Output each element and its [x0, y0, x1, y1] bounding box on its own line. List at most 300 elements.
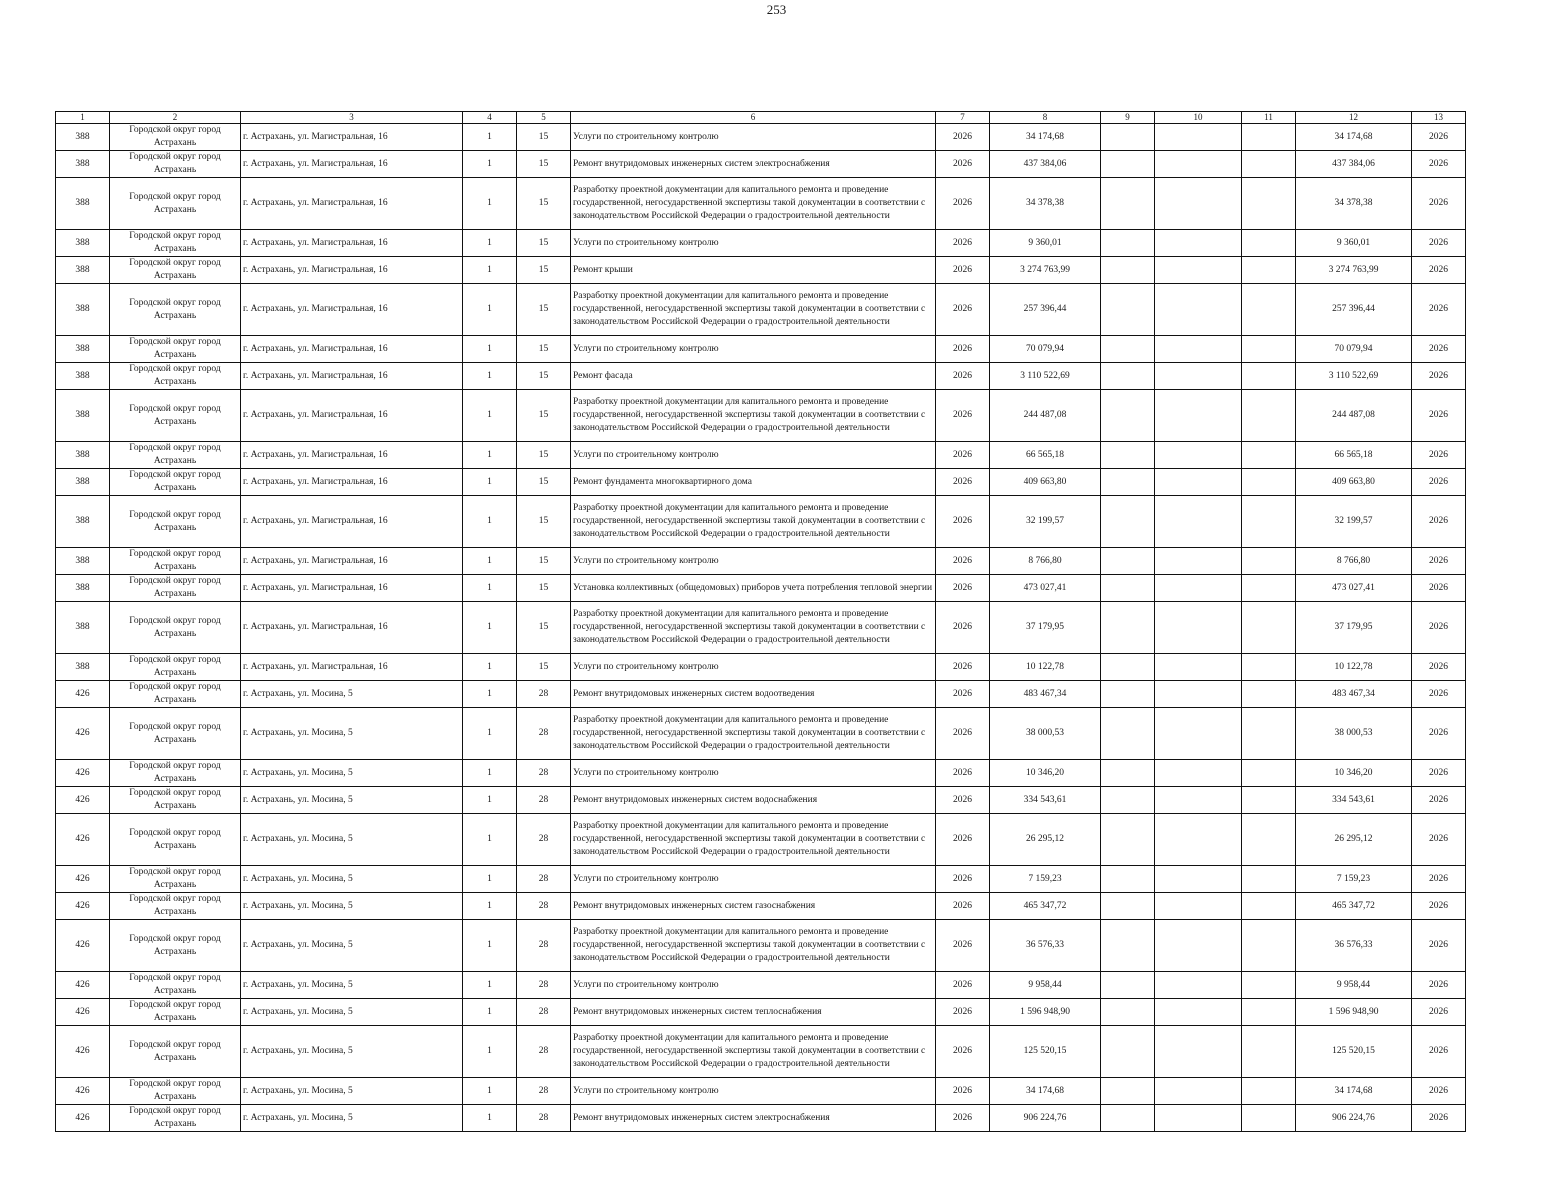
- column-11-cell: [1242, 124, 1296, 151]
- column-9-cell: [1101, 681, 1155, 708]
- municipality-cell: Городской округ город Астрахань: [110, 151, 241, 178]
- column-9-cell: [1101, 442, 1155, 469]
- column-10-cell: [1155, 814, 1242, 866]
- column-9-cell: [1101, 999, 1155, 1026]
- municipality-cell: Городской округ город Астрахань: [110, 575, 241, 602]
- column-11-cell: [1242, 920, 1296, 972]
- column-header: 7: [936, 112, 990, 124]
- column-9-cell: [1101, 336, 1155, 363]
- column-12-cost-cell: 3 110 522,69: [1296, 363, 1412, 390]
- column-12-cost-cell: 483 467,34: [1296, 681, 1412, 708]
- end-year-cell: 2026: [1412, 654, 1466, 681]
- row-number-cell: 426: [56, 708, 110, 760]
- column-5-cell: 28: [517, 999, 571, 1026]
- row-number-cell: 426: [56, 920, 110, 972]
- table-row: [56, 1078, 1466, 1105]
- column-9-cell: [1101, 151, 1155, 178]
- column-11-cell: [1242, 257, 1296, 284]
- column-12-cost-cell: 38 000,53: [1296, 708, 1412, 760]
- column-header: 5: [517, 112, 571, 124]
- municipality-cell: Городской округ город Астрахань: [110, 1078, 241, 1105]
- column-5-cell: 15: [517, 496, 571, 548]
- column-9-cell: [1101, 496, 1155, 548]
- column-5-cell: 15: [517, 548, 571, 575]
- column-11-cell: [1242, 496, 1296, 548]
- total-cost-cell: 34 174,68: [990, 1078, 1101, 1105]
- row-number-cell: 388: [56, 469, 110, 496]
- total-cost-cell: 1 596 948,90: [990, 999, 1101, 1026]
- column-11-cell: [1242, 178, 1296, 230]
- year-cell: 2026: [936, 760, 990, 787]
- address-cell: г. Астрахань, ул. Мосина, 5: [241, 893, 463, 920]
- table-row: [56, 548, 1466, 575]
- column-5-cell: 28: [517, 681, 571, 708]
- column-5-cell: 15: [517, 284, 571, 336]
- year-cell: 2026: [936, 708, 990, 760]
- municipality-cell: Городской округ город Астрахань: [110, 469, 241, 496]
- column-4-cell: 1: [463, 999, 517, 1026]
- table-row: [56, 787, 1466, 814]
- row-number-cell: 426: [56, 1078, 110, 1105]
- column-4-cell: 1: [463, 284, 517, 336]
- column-9-cell: [1101, 1078, 1155, 1105]
- table-row: [56, 124, 1466, 151]
- end-year-cell: 2026: [1412, 920, 1466, 972]
- column-9-cell: [1101, 760, 1155, 787]
- table-row: [56, 1105, 1466, 1132]
- column-9-cell: [1101, 363, 1155, 390]
- year-cell: 2026: [936, 284, 990, 336]
- row-number-cell: 426: [56, 866, 110, 893]
- column-12-cost-cell: 437 384,06: [1296, 151, 1412, 178]
- column-header: 11: [1242, 112, 1296, 124]
- column-10-cell: [1155, 1026, 1242, 1078]
- column-header: 1: [56, 112, 110, 124]
- end-year-cell: 2026: [1412, 284, 1466, 336]
- column-12-cost-cell: 1 596 948,90: [1296, 999, 1412, 1026]
- municipality-cell: Городской округ город Астрахань: [110, 548, 241, 575]
- address-cell: г. Астрахань, ул. Мосина, 5: [241, 972, 463, 999]
- column-5-cell: 28: [517, 1105, 571, 1132]
- municipality-cell: Городской округ город Астрахань: [110, 363, 241, 390]
- column-header: 10: [1155, 112, 1242, 124]
- end-year-cell: 2026: [1412, 1026, 1466, 1078]
- address-cell: г. Астрахань, ул. Магистральная, 16: [241, 390, 463, 442]
- row-number-cell: 388: [56, 124, 110, 151]
- work-type-cell: Разработку проектной документации для капитального ремонта и проведение государственной, негосударственной экспертизы такой документации в соответствии с законодательством Российской Федерации о градостроительной деятельности: [571, 284, 936, 336]
- address-cell: г. Астрахань, ул. Мосина, 5: [241, 681, 463, 708]
- column-5-cell: 15: [517, 124, 571, 151]
- address-cell: г. Астрахань, ул. Магистральная, 16: [241, 257, 463, 284]
- column-11-cell: [1242, 442, 1296, 469]
- column-12-cost-cell: 10 346,20: [1296, 760, 1412, 787]
- address-cell: г. Астрахань, ул. Магистральная, 16: [241, 124, 463, 151]
- column-5-cell: 15: [517, 469, 571, 496]
- column-12-cost-cell: 465 347,72: [1296, 893, 1412, 920]
- column-9-cell: [1101, 230, 1155, 257]
- column-5-cell: 28: [517, 708, 571, 760]
- end-year-cell: 2026: [1412, 681, 1466, 708]
- year-cell: 2026: [936, 1105, 990, 1132]
- column-11-cell: [1242, 469, 1296, 496]
- column-10-cell: [1155, 654, 1242, 681]
- work-type-cell: Разработку проектной документации для капитального ремонта и проведение государственной, негосударственной экспертизы такой документации в соответствии с законодательством Российской Федерации о градостроительной деятельности: [571, 814, 936, 866]
- table-row: [56, 866, 1466, 893]
- address-cell: г. Астрахань, ул. Магистральная, 16: [241, 284, 463, 336]
- total-cost-cell: 38 000,53: [990, 708, 1101, 760]
- column-12-cost-cell: 3 274 763,99: [1296, 257, 1412, 284]
- address-cell: г. Астрахань, ул. Магистральная, 16: [241, 363, 463, 390]
- total-cost-cell: 257 396,44: [990, 284, 1101, 336]
- year-cell: 2026: [936, 257, 990, 284]
- work-type-cell: Установка коллективных (общедомовых) приборов учета потребления тепловой энергии: [571, 575, 936, 602]
- column-4-cell: 1: [463, 230, 517, 257]
- table-row: [56, 602, 1466, 654]
- year-cell: 2026: [936, 1026, 990, 1078]
- work-type-cell: Услуги по строительному контролю: [571, 866, 936, 893]
- year-cell: 2026: [936, 336, 990, 363]
- column-4-cell: 1: [463, 442, 517, 469]
- work-type-cell: Ремонт внутридомовых инженерных систем электроснабжения: [571, 151, 936, 178]
- column-10-cell: [1155, 496, 1242, 548]
- row-number-cell: 388: [56, 363, 110, 390]
- column-11-cell: [1242, 390, 1296, 442]
- end-year-cell: 2026: [1412, 257, 1466, 284]
- table-row: [56, 575, 1466, 602]
- address-cell: г. Астрахань, ул. Мосина, 5: [241, 787, 463, 814]
- row-number-cell: 426: [56, 760, 110, 787]
- year-cell: 2026: [936, 787, 990, 814]
- work-type-cell: Разработку проектной документации для капитального ремонта и проведение государственной, негосударственной экспертизы такой документации в соответствии с законодательством Российской Федерации о градостроительной деятельности: [571, 1026, 936, 1078]
- column-10-cell: [1155, 469, 1242, 496]
- end-year-cell: 2026: [1412, 972, 1466, 999]
- work-type-cell: Ремонт внутридомовых инженерных систем водоотведения: [571, 681, 936, 708]
- work-type-cell: Услуги по строительному контролю: [571, 972, 936, 999]
- municipality-cell: Городской округ город Астрахань: [110, 814, 241, 866]
- column-12-cost-cell: 10 122,78: [1296, 654, 1412, 681]
- year-cell: 2026: [936, 654, 990, 681]
- end-year-cell: 2026: [1412, 548, 1466, 575]
- end-year-cell: 2026: [1412, 814, 1466, 866]
- year-cell: 2026: [936, 390, 990, 442]
- address-cell: г. Астрахань, ул. Мосина, 5: [241, 1026, 463, 1078]
- column-4-cell: 1: [463, 681, 517, 708]
- table-row: [56, 654, 1466, 681]
- address-cell: г. Астрахань, ул. Магистральная, 16: [241, 336, 463, 363]
- work-type-cell: Разработку проектной документации для капитального ремонта и проведение государственной, негосударственной экспертизы такой документации в соответствии с законодательством Российской Федерации о градостроительной деятельности: [571, 708, 936, 760]
- column-header: 6: [571, 112, 936, 124]
- column-12-cost-cell: 473 027,41: [1296, 575, 1412, 602]
- total-cost-cell: 9 360,01: [990, 230, 1101, 257]
- column-10-cell: [1155, 1078, 1242, 1105]
- column-4-cell: 1: [463, 496, 517, 548]
- column-11-cell: [1242, 972, 1296, 999]
- column-4-cell: 1: [463, 760, 517, 787]
- municipality-cell: Городской округ город Астрахань: [110, 284, 241, 336]
- total-cost-cell: 409 663,80: [990, 469, 1101, 496]
- row-number-cell: 388: [56, 178, 110, 230]
- total-cost-cell: 37 179,95: [990, 602, 1101, 654]
- address-cell: г. Астрахань, ул. Магистральная, 16: [241, 496, 463, 548]
- table-row: [56, 760, 1466, 787]
- column-10-cell: [1155, 363, 1242, 390]
- municipality-cell: Городской округ город Астрахань: [110, 972, 241, 999]
- row-number-cell: 388: [56, 284, 110, 336]
- column-header: 2: [110, 112, 241, 124]
- column-5-cell: 28: [517, 972, 571, 999]
- row-number-cell: 388: [56, 230, 110, 257]
- column-5-cell: 28: [517, 866, 571, 893]
- table-row: [56, 363, 1466, 390]
- column-12-cost-cell: 66 565,18: [1296, 442, 1412, 469]
- total-cost-cell: 34 174,68: [990, 124, 1101, 151]
- column-12-cost-cell: 8 766,80: [1296, 548, 1412, 575]
- year-cell: 2026: [936, 999, 990, 1026]
- row-number-cell: 426: [56, 787, 110, 814]
- column-5-cell: 15: [517, 390, 571, 442]
- column-10-cell: [1155, 390, 1242, 442]
- work-type-cell: Услуги по строительному контролю: [571, 442, 936, 469]
- total-cost-cell: 10 122,78: [990, 654, 1101, 681]
- column-12-cost-cell: 34 378,38: [1296, 178, 1412, 230]
- column-9-cell: [1101, 469, 1155, 496]
- work-type-cell: Разработку проектной документации для капитального ремонта и проведение государственной, негосударственной экспертизы такой документации в соответствии с законодательством Российской Федерации о градостроительной деятельности: [571, 920, 936, 972]
- table-row: [56, 681, 1466, 708]
- column-11-cell: [1242, 999, 1296, 1026]
- year-cell: 2026: [936, 814, 990, 866]
- column-4-cell: 1: [463, 814, 517, 866]
- column-5-cell: 28: [517, 893, 571, 920]
- column-10-cell: [1155, 151, 1242, 178]
- table-row: [56, 390, 1466, 442]
- row-number-cell: 388: [56, 654, 110, 681]
- column-4-cell: 1: [463, 1078, 517, 1105]
- table-row: [56, 469, 1466, 496]
- end-year-cell: 2026: [1412, 893, 1466, 920]
- table-row: [56, 972, 1466, 999]
- column-12-cost-cell: 26 295,12: [1296, 814, 1412, 866]
- row-number-cell: 388: [56, 390, 110, 442]
- work-type-cell: Услуги по строительному контролю: [571, 1078, 936, 1105]
- column-11-cell: [1242, 1026, 1296, 1078]
- year-cell: 2026: [936, 972, 990, 999]
- table-row: [56, 442, 1466, 469]
- table-row: [56, 257, 1466, 284]
- column-header: 4: [463, 112, 517, 124]
- municipality-cell: Городской округ город Астрахань: [110, 124, 241, 151]
- address-cell: г. Астрахань, ул. Магистральная, 16: [241, 469, 463, 496]
- column-11-cell: [1242, 787, 1296, 814]
- total-cost-cell: 8 766,80: [990, 548, 1101, 575]
- column-10-cell: [1155, 124, 1242, 151]
- column-11-cell: [1242, 548, 1296, 575]
- year-cell: 2026: [936, 548, 990, 575]
- column-11-cell: [1242, 681, 1296, 708]
- column-header: 8: [990, 112, 1101, 124]
- column-4-cell: 1: [463, 336, 517, 363]
- column-5-cell: 15: [517, 575, 571, 602]
- year-cell: 2026: [936, 124, 990, 151]
- address-cell: г. Астрахань, ул. Мосина, 5: [241, 866, 463, 893]
- column-9-cell: [1101, 893, 1155, 920]
- end-year-cell: 2026: [1412, 230, 1466, 257]
- column-5-cell: 28: [517, 1026, 571, 1078]
- total-cost-cell: 10 346,20: [990, 760, 1101, 787]
- column-9-cell: [1101, 708, 1155, 760]
- row-number-cell: 426: [56, 1026, 110, 1078]
- column-10-cell: [1155, 284, 1242, 336]
- total-cost-cell: 70 079,94: [990, 336, 1101, 363]
- address-cell: г. Астрахань, ул. Магистральная, 16: [241, 575, 463, 602]
- total-cost-cell: 3 274 763,99: [990, 257, 1101, 284]
- year-cell: 2026: [936, 496, 990, 548]
- column-9-cell: [1101, 124, 1155, 151]
- column-4-cell: 1: [463, 178, 517, 230]
- address-cell: г. Астрахань, ул. Магистральная, 16: [241, 151, 463, 178]
- column-9-cell: [1101, 178, 1155, 230]
- column-5-cell: 15: [517, 151, 571, 178]
- municipality-cell: Городской округ город Астрахань: [110, 336, 241, 363]
- column-5-cell: 15: [517, 257, 571, 284]
- table-row: [56, 336, 1466, 363]
- column-5-cell: 15: [517, 178, 571, 230]
- column-9-cell: [1101, 548, 1155, 575]
- column-4-cell: 1: [463, 151, 517, 178]
- column-number-row: [56, 112, 1466, 124]
- year-cell: 2026: [936, 575, 990, 602]
- column-11-cell: [1242, 602, 1296, 654]
- address-cell: г. Астрахань, ул. Мосина, 5: [241, 999, 463, 1026]
- column-10-cell: [1155, 230, 1242, 257]
- table-row: [56, 708, 1466, 760]
- column-11-cell: [1242, 575, 1296, 602]
- year-cell: 2026: [936, 1078, 990, 1105]
- table-row: [56, 151, 1466, 178]
- end-year-cell: 2026: [1412, 1078, 1466, 1105]
- total-cost-cell: 244 487,08: [990, 390, 1101, 442]
- end-year-cell: 2026: [1412, 496, 1466, 548]
- address-cell: г. Астрахань, ул. Магистральная, 16: [241, 442, 463, 469]
- column-5-cell: 15: [517, 602, 571, 654]
- column-12-cost-cell: 70 079,94: [1296, 336, 1412, 363]
- row-number-cell: 388: [56, 602, 110, 654]
- total-cost-cell: 36 576,33: [990, 920, 1101, 972]
- table-row: [56, 284, 1466, 336]
- address-cell: г. Астрахань, ул. Магистральная, 16: [241, 654, 463, 681]
- end-year-cell: 2026: [1412, 999, 1466, 1026]
- column-4-cell: 1: [463, 1105, 517, 1132]
- column-11-cell: [1242, 1105, 1296, 1132]
- column-10-cell: [1155, 708, 1242, 760]
- row-number-cell: 388: [56, 442, 110, 469]
- end-year-cell: 2026: [1412, 708, 1466, 760]
- column-10-cell: [1155, 442, 1242, 469]
- column-5-cell: 15: [517, 363, 571, 390]
- address-cell: г. Астрахань, ул. Мосина, 5: [241, 920, 463, 972]
- column-4-cell: 1: [463, 708, 517, 760]
- column-10-cell: [1155, 866, 1242, 893]
- end-year-cell: 2026: [1412, 866, 1466, 893]
- address-cell: г. Астрахань, ул. Мосина, 5: [241, 708, 463, 760]
- end-year-cell: 2026: [1412, 363, 1466, 390]
- column-9-cell: [1101, 1105, 1155, 1132]
- column-12-cost-cell: 32 199,57: [1296, 496, 1412, 548]
- year-cell: 2026: [936, 920, 990, 972]
- total-cost-cell: 473 027,41: [990, 575, 1101, 602]
- column-4-cell: 1: [463, 390, 517, 442]
- year-cell: 2026: [936, 363, 990, 390]
- municipality-cell: Городской округ город Астрахань: [110, 787, 241, 814]
- end-year-cell: 2026: [1412, 390, 1466, 442]
- end-year-cell: 2026: [1412, 442, 1466, 469]
- column-9-cell: [1101, 284, 1155, 336]
- column-4-cell: 1: [463, 575, 517, 602]
- column-4-cell: 1: [463, 124, 517, 151]
- column-10-cell: [1155, 336, 1242, 363]
- column-10-cell: [1155, 602, 1242, 654]
- total-cost-cell: 9 958,44: [990, 972, 1101, 999]
- column-5-cell: 28: [517, 760, 571, 787]
- table-row: [56, 1026, 1466, 1078]
- row-number-cell: 426: [56, 681, 110, 708]
- municipality-cell: Городской округ город Астрахань: [110, 681, 241, 708]
- column-10-cell: [1155, 178, 1242, 230]
- total-cost-cell: 465 347,72: [990, 893, 1101, 920]
- total-cost-cell: 437 384,06: [990, 151, 1101, 178]
- end-year-cell: 2026: [1412, 602, 1466, 654]
- work-type-cell: Разработку проектной документации для капитального ремонта и проведение государственной, негосударственной экспертизы такой документации в соответствии с законодательством Российской Федерации о градостроительной деятельности: [571, 496, 936, 548]
- municipality-cell: Городской округ город Астрахань: [110, 999, 241, 1026]
- total-cost-cell: 3 110 522,69: [990, 363, 1101, 390]
- table-body: [56, 112, 1466, 1132]
- row-number-cell: 426: [56, 999, 110, 1026]
- column-9-cell: [1101, 390, 1155, 442]
- total-cost-cell: 66 565,18: [990, 442, 1101, 469]
- column-12-cost-cell: 409 663,80: [1296, 469, 1412, 496]
- column-4-cell: 1: [463, 602, 517, 654]
- work-type-cell: Ремонт фундамента многоквартирного дома: [571, 469, 936, 496]
- municipality-cell: Городской округ город Астрахань: [110, 390, 241, 442]
- municipality-cell: Городской округ город Астрахань: [110, 920, 241, 972]
- column-4-cell: 1: [463, 787, 517, 814]
- table-row: [56, 999, 1466, 1026]
- table-row: [56, 814, 1466, 866]
- year-cell: 2026: [936, 893, 990, 920]
- row-number-cell: 388: [56, 151, 110, 178]
- work-type-cell: Ремонт внутридомовых инженерных систем водоснабжения: [571, 787, 936, 814]
- column-10-cell: [1155, 787, 1242, 814]
- column-9-cell: [1101, 866, 1155, 893]
- column-5-cell: 15: [517, 230, 571, 257]
- total-cost-cell: 26 295,12: [990, 814, 1101, 866]
- capital-repair-table: [55, 111, 1466, 1132]
- year-cell: 2026: [936, 866, 990, 893]
- work-type-cell: Ремонт внутридомовых инженерных систем газоснабжения: [571, 893, 936, 920]
- work-type-cell: Ремонт внутридомовых инженерных систем электроснабжения: [571, 1105, 936, 1132]
- column-12-cost-cell: 34 174,68: [1296, 1078, 1412, 1105]
- column-11-cell: [1242, 708, 1296, 760]
- column-12-cost-cell: 36 576,33: [1296, 920, 1412, 972]
- row-number-cell: 388: [56, 575, 110, 602]
- end-year-cell: 2026: [1412, 575, 1466, 602]
- column-11-cell: [1242, 760, 1296, 787]
- end-year-cell: 2026: [1412, 469, 1466, 496]
- municipality-cell: Городской округ город Астрахань: [110, 442, 241, 469]
- municipality-cell: Городской округ город Астрахань: [110, 602, 241, 654]
- address-cell: г. Астрахань, ул. Мосина, 5: [241, 814, 463, 866]
- column-12-cost-cell: 257 396,44: [1296, 284, 1412, 336]
- column-11-cell: [1242, 654, 1296, 681]
